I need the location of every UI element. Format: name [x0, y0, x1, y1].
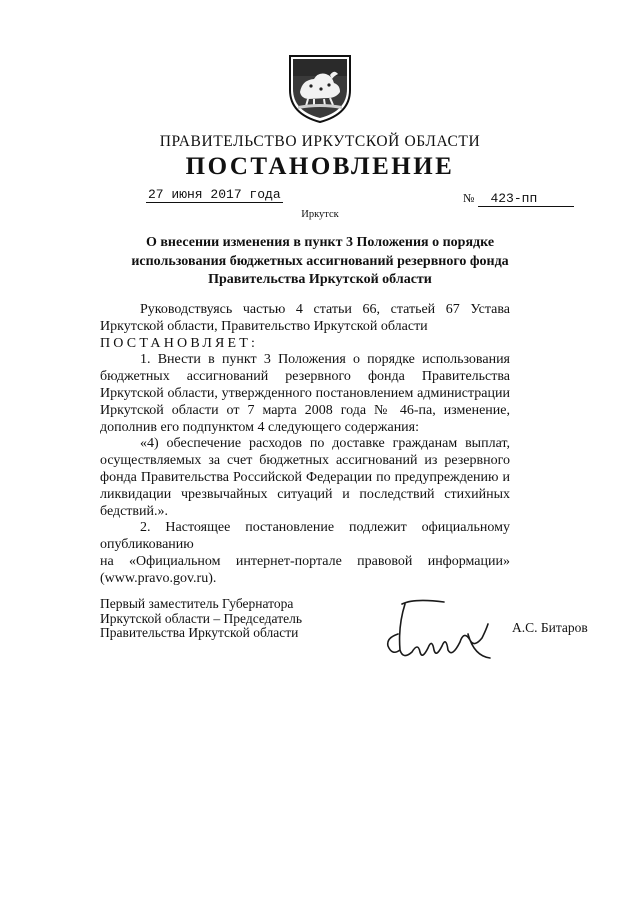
item-1-quote-paragraph: «4) обеспечение расходов по доставке гражданам выплат, осуществляемых за счет бюджетных ассигнований из резервного фонда Правительства Российской Федерации по предупреждению и ликвидации чрезвычайных ситуаций и последствий стихийных бедствий.». [100, 436, 510, 519]
number-sign: № [463, 191, 475, 205]
signer-position-line: Иркутской области – Председатель [100, 610, 302, 626]
item-2-line-3: (www.pravo.gov.ru). [100, 570, 217, 586]
coat-of-arms-icon [284, 52, 356, 124]
signer-position [100, 597, 302, 641]
document-body [100, 302, 510, 588]
document-date: 27 июня 2017 года [148, 187, 281, 202]
signer-position-line: Первый заместитель Губернатора [100, 596, 294, 611]
item-1-paragraph: 1. Внести в пункт 3 Положения о порядке использования бюджетных ассигнований резервного фонда Правительства Иркутской области, утвержденного постановлением администрации Иркутской области от 7 марта 2008 года № 46-па, изменение, дополнив его подпунктом 4 следующего содержания: [100, 352, 510, 435]
city-label: Иркутск [301, 209, 339, 220]
handwritten-signature-icon [378, 594, 496, 666]
signer-position-line: Правительства Иркутской области [100, 625, 299, 640]
preamble-paragraph: Руководствуясь частью 4 статьи 66, статьей 67 Устава Иркутской области, Правительство Иркутской области [100, 302, 510, 334]
item-2-line-1: 2. Настоящее постановление подлежит официальному опубликованию [100, 520, 510, 553]
item-2-line-2: на «Официальном интернет-портале правовой информации» [100, 553, 510, 569]
government-title: ПРАВИТЕЛЬСТВО ИРКУТСКОЙ ОБЛАСТИ [159, 133, 481, 150]
document-type-title: ПОСТАНОВЛЕНИЕ [185, 153, 455, 180]
document-subject: О внесении изменения в пункт 3 Положения о порядке использования бюджетных ассигнований резервного фонда Правительства Иркутской области [131, 235, 509, 287]
decrees-heading: ПОСТАНОВЛЯЕТ: [100, 335, 259, 351]
document-number-line [463, 189, 574, 207]
document-number: 423-пп [478, 191, 574, 207]
signer-name: А.С. Битаров [512, 620, 588, 635]
